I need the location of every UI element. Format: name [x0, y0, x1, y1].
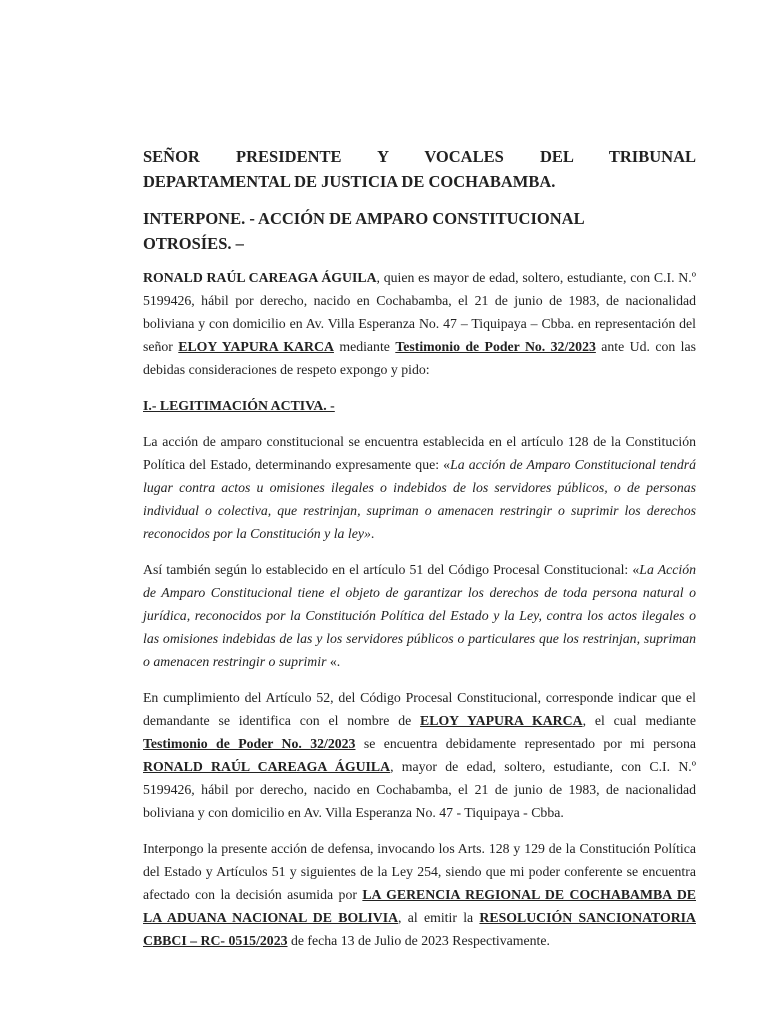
represented-name: ELOY YAPURA KARCA: [178, 339, 334, 354]
intro-text-1: , quien es mayor de edad, soltero, estudiante, con C.I. N.º 5199426, hábil por derecho, nacido en Cochabamba, el 21 de junio de 1983, de nacionalidad boliviana y con domicilio en Av. Villa Esperanza No. 47 – Tiquipaya – Cbba. en representación del señor: [143, 270, 696, 354]
intro-text-3: ante Ud. con las debidas consideraciones de respeto expongo y pido:: [143, 339, 696, 377]
interpone-line-2: OTROSÍES. –: [143, 234, 244, 253]
p1-text: La acción de amparo constitucional se encuentra establecida en el artículo 128 de la Constitución Política del Estado, determinando expresamente que: «: [143, 434, 696, 472]
p4-resolution: RESOLUCIÓN SANCIONATORIA CBBCI – RC- 0515/2023: [143, 910, 696, 948]
paragraph-article-128: [143, 430, 696, 545]
p4-text-c: de fecha 13 de Julio de 2023 Respectivamente.: [287, 933, 550, 948]
intro-paragraph: [143, 266, 696, 381]
intro-text-2: mediante: [333, 339, 396, 354]
addressee-line-2: DEPARTAMENTAL DE JUSTICIA DE COCHABAMBA.: [143, 172, 556, 191]
p4-text-a: Interpongo la presente acción de defensa, invocando los Arts. 128 y 129 de la Constitución Política del Estado y Artículos 51 y siguientes de la Ley 254, siendo que mi poder conferente se encuentra afectado con la decisión asumida por: [143, 841, 696, 902]
p3-text-b: , el cual mediante: [582, 713, 696, 728]
p3-poder-reference: Testimonio de Poder No. 32/2023: [143, 736, 356, 751]
p3-demandante-name: ELOY YAPURA KARCA: [420, 713, 583, 728]
paragraph-article-51: [143, 558, 696, 673]
p1-quote: La acción de Amparo Constitucional tendrá lugar contra actos u omisiones ilegales o indebidos de los servidores públicos, o de personas individual o colectiva, que restrinjan, supriman o amenacen restringir o suprimir los derechos reconocidos por la Constitución y la ley»: [143, 457, 696, 541]
p3-representative-name: RONALD RAÚL CAREAGA ÁGUILA: [143, 759, 391, 774]
p2-end: «.: [326, 654, 341, 669]
p4-entity: LA GERENCIA REGIONAL DE COCHABAMBA DE LA ADUANA NACIONAL DE BOLIVIA: [143, 887, 696, 925]
paragraph-interpongo: [143, 837, 696, 952]
petitioner-name: RONALD RAÚL CAREAGA ÁGUILA: [143, 270, 377, 285]
p4-text-b: , al emitir la: [398, 910, 480, 925]
addressee-heading: [143, 144, 696, 194]
section-title-legitimacion: I.- LEGITIMACIÓN ACTIVA. -: [143, 398, 335, 413]
paragraph-article-52: [143, 686, 696, 824]
p3-text-c: se encuentra debidamente representado por mi persona: [355, 736, 696, 751]
p2-text: Así también según lo establecido en el artículo 51 del Código Procesal Constitucional: «: [143, 562, 640, 577]
addressee-line-1: SEÑOR PRESIDENTE Y VOCALES DEL TRIBUNAL: [143, 147, 696, 166]
poder-reference: Testimonio de Poder No. 32/2023: [395, 339, 596, 354]
interpone-line-1: INTERPONE. - ACCIÓN DE AMPARO CONSTITUCIONAL: [143, 209, 585, 228]
p3-text-a: En cumplimiento del Artículo 52, del Código Procesal Constitucional, corresponde indicar que el demandante se identifica con el nombre de: [143, 690, 696, 728]
p3-text-d: , mayor de edad, soltero, estudiante, con C.I. N.º 5199426, hábil por derecho, nacido en Cochabamba, el 21 de junio de 1983, de nacionalidad boliviana y con domicilio en Av. Villa Esperanza No. 47 - Tiquipaya - Cbba.: [143, 759, 697, 820]
p1-end: .: [370, 526, 375, 541]
p2-quote: La Acción de Amparo Constitucional tiene el objeto de garantizar los derechos de toda persona natural o jurídica, reconocidos por la Constitución Política del Estado y la Ley, contra los actos ilegales o las omisiones indebidas de las y los servidores públicos o particulares que los restrinjan, supriman o amenacen restringir o suprimir: [143, 562, 696, 669]
interpone-heading: [143, 206, 696, 256]
